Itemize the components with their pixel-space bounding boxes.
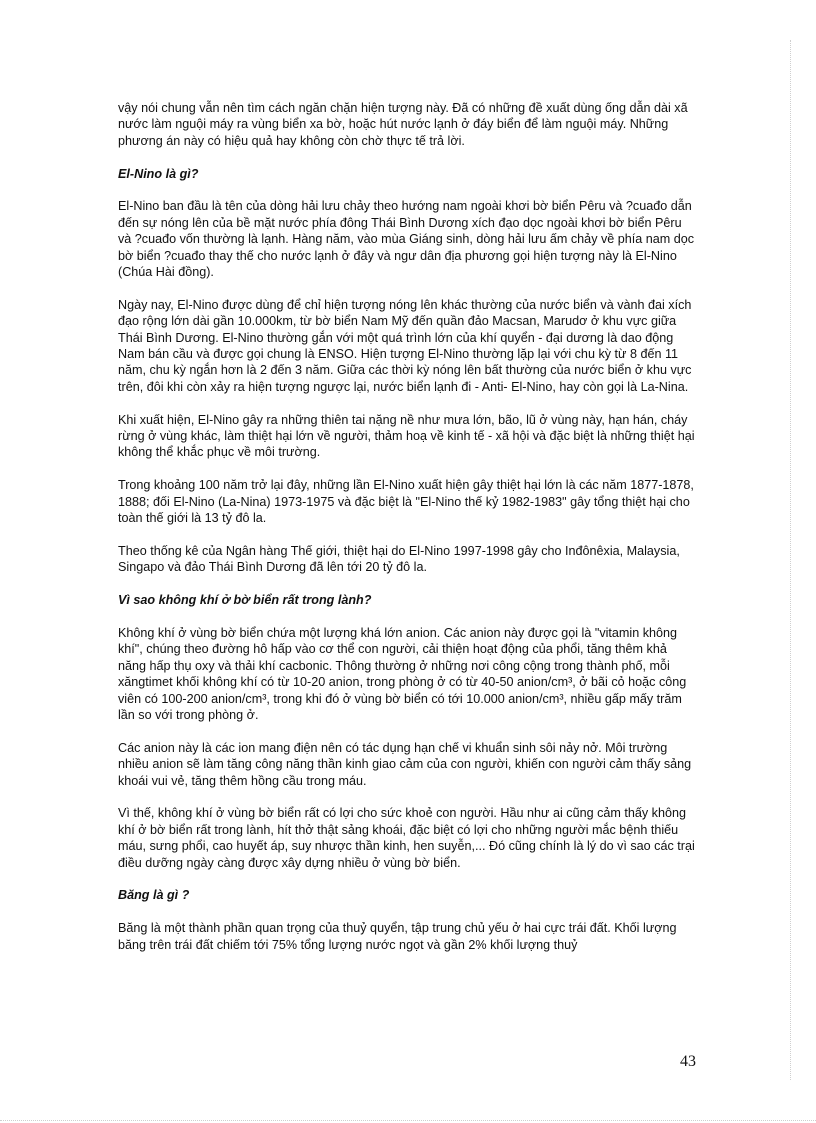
paragraph-ice-1: Băng là một thành phần quan trọng của thuỷ quyển, tập trung chủ yếu ở hai cực trái đất. Khối lượng băng trên trái đất chiếm tới 75% tổng lượng nước ngọt và gần 2% khối lượng thuỷ — [118, 921, 677, 952]
paragraph-intro: vậy nói chung vẫn nên tìm cách ngăn chặn hiện tượng này. Đã có những đề xuất dùng ống dẫn dài xã nước làm nguội máy ra vùng biển xa bờ, hoặc hút nước lạnh ở đáy biển để làm nguội máy. Những phương án này có hiệu quả hay không còn chờ thực tế trả lời. — [118, 101, 688, 148]
page-number: 43 — [680, 1053, 696, 1070]
paragraph-el-nino-2: Ngày nay, El-Nino được dùng để chỉ hiện tượng nóng lên khác thường của nước biển và vành đai xích đạo rộng lớn dài gần 10.000km, từ bờ biển Nam Mỹ đến quần đảo Macsan, Marudơ ở khu vực giữa Thái Bình Dương. El-Nino thường gắn với một quá trình lớn của khí quyển - đại dương là dao động Nam bán cầu và được gọi chung là ENSO. Hiện tượng El-Nino thường lặp lại với chu kỳ từ 8 đến 11 năm, chu kỳ ngắn hơn là 2 đến 3 năm. Giữa các thời kỳ nóng lên bất thường của nước biển ở khu vực trên, đôi khi còn xảy ra hiện tượng ngược lại, nước biển lạnh đi - Anti- El-Nino, hay còn gọi là La-Nina. — [118, 297, 692, 394]
heading-ice: Băng là gì ? — [118, 888, 190, 903]
heading-el-nino: El-Nino là gì? — [118, 166, 199, 181]
paragraph-coastal-air-3: Vì thế, không khí ở vùng bờ biển rất có lợi cho sức khoẻ con người. Hầu như ai cũng cảm thấy không khí ở bờ biển rất trong lành, hít thở thật sảng khoái, đặc biệt có lợi cho những người mắc bệnh thiếu máu, sưng phổi, cao huyết áp, suy nhược thần kinh, hen suyễn,... Đó cũng chính là lý do vì sao các trại điều dưỡng ngày càng được xây dựng nhiều ở vùng bờ biển. — [118, 806, 695, 870]
paragraph-el-nino-5: Theo thống kê của Ngân hàng Thế giới, thiệt hại do El-Nino 1997-1998 gây cho Inđônêxia, Malaysia, Singapo và đảo Thái Bình Dương đã lên tới 20 tỷ đô la. — [118, 543, 680, 575]
heading-coastal-air: Vì sao không khí ở bờ biển rất trong lành? — [118, 593, 372, 608]
paragraph-el-nino-4: Trong khoảng 100 năm trở lại đây, những lần El-Nino xuất hiện gây thiệt hại lớn là các năm 1877-1878, 1888; đối El-Nino (La-Nina) 1973-1975 và đặc biệt là "El-Nino thế kỷ 1982-1983" gây tổng thiệt hại cho toàn thế giới là 13 tỷ đô la. — [118, 478, 694, 526]
paragraph-el-nino-3: Khi xuất hiện, El-Nino gây ra những thiên tai nặng nề như mưa lớn, bão, lũ ở vùng này, hạn hán, cháy rừng ở vùng khác, làm thiệt hại lớn về người, thảm hoạ về kinh tế - xã hội và đặc biệt là những thiệt hại không thể khắc phục về môi trường. — [118, 412, 695, 460]
page-margin-rule — [790, 40, 791, 1080]
paragraph-el-nino-1: El-Nino ban đầu là tên của dòng hải lưu chảy theo hướng nam ngoài khơi bờ biển Pêru và ?cuađo dẫn đến sự nóng lên của bề mặt nước phía đông Thái Bình Dương xích đạo dọc ngoài khơi bờ biển Pêru và ?cuađo vốn thường là lạnh. Hàng năm, vào mùa Giáng sinh, dòng hải lưu ấm chảy về phía nam dọc bờ biển ?cuađo thay thế cho nước lạnh ở đây và ngư dân địa phương gọi hiện tượng này là El-Nino (Chúa Hài đồng). — [118, 199, 695, 280]
document-body — [118, 100, 696, 969]
paragraph-coastal-air-2: Các anion này là các ion mang điện nên có tác dụng hạn chế vi khuẩn sinh sôi nảy nở. Môi trường nhiều anion sẽ làm tăng công năng thần kinh giao cảm của con người, khiến con người cảm thấy sảng khoái vui vẻ, tăng thêm hồng cầu trong máu. — [118, 740, 692, 788]
paragraph-coastal-air-1: Không khí ở vùng bờ biển chứa một lượng khá lớn anion. Các anion này được gọi là "vitamin không khí", chúng theo đường hô hấp vào cơ thể con người, cải thiện hoạt động của phổi, tăng thêm khả năng hấp thụ oxy và thải khí cacbonic. Thông thường ở những nơi công cộng trong thành phố, mỗi xăngtimet khối không khí có từ 10-20 anion, trong phòng ở có từ 40-50 anion/cm³, ở bãi cỏ hoặc công viên có 100-200 anion/cm³, trong khi đó ở vùng bờ biển có tới 10.000 anion/cm³, nhiều gấp mấy trăm lần so với trong phòng ở. — [118, 625, 687, 722]
page-bottom-rule — [0, 1120, 816, 1121]
